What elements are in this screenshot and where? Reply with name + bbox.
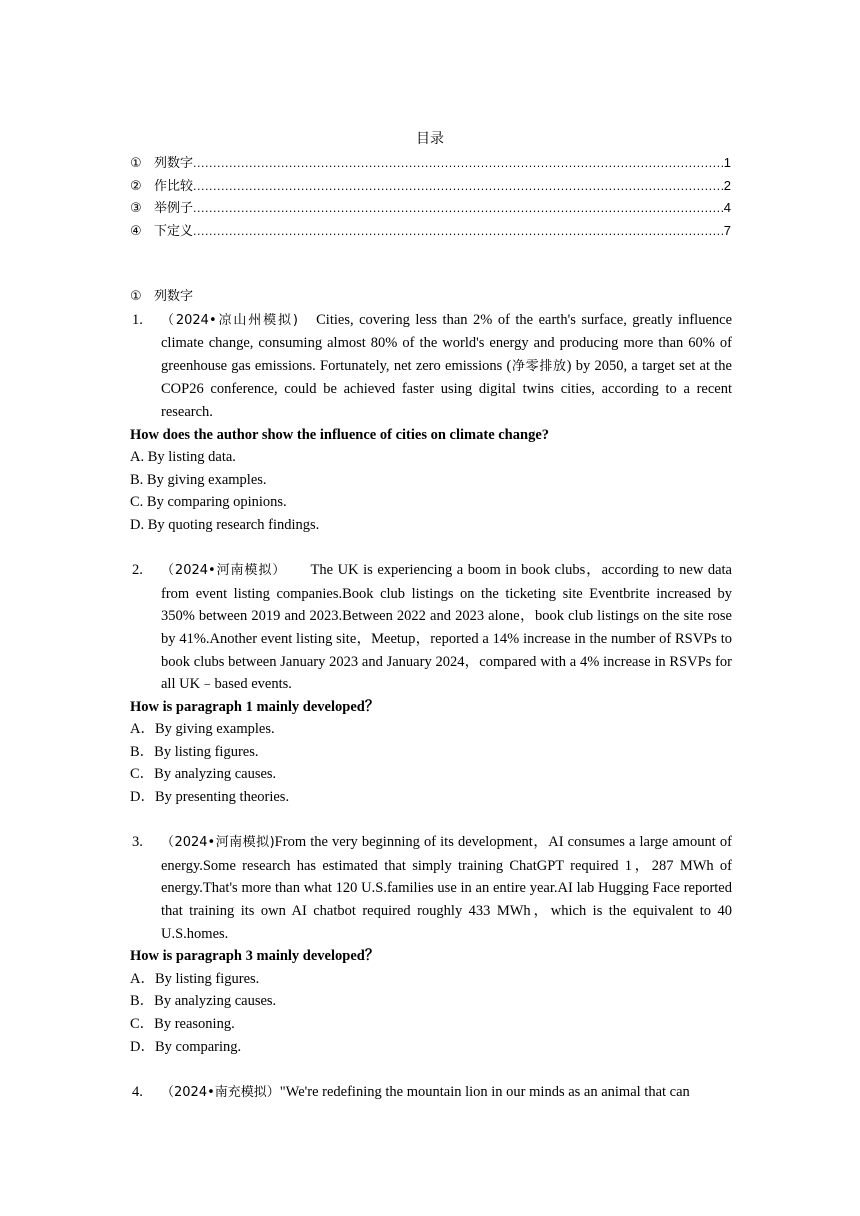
question-number: 1. [132,311,143,328]
toc-entry[interactable] [130,220,731,243]
toc-entry-number: ③ [130,201,142,217]
spacer [130,809,732,832]
toc-title: 目录 [416,131,444,147]
question-4 [130,1081,732,1105]
answer-option[interactable]: D．By presenting theories. [130,789,290,806]
question-source: （2024•南充模拟） [161,1084,280,1100]
spacer [130,1058,732,1081]
toc-leader-dots [193,202,723,215]
toc-leader-dots [193,157,723,170]
question-number: 4. [132,1083,143,1100]
toc-entry[interactable] [130,197,731,220]
answer-option[interactable]: D．By comparing. [130,1038,242,1055]
toc-entry[interactable] [130,175,731,198]
toc-entry-page: 4 [723,200,731,216]
question-source: （2024•河南模拟） [161,563,280,579]
toc-entry-page: 7 [723,223,731,239]
answer-option[interactable]: D. By quoting research findings. [130,516,320,533]
passage-text-continued: ) by 2050, a target set at the COP26 conference, could be achieved faster using digital twins cities, according to a recent research. [161,357,732,420]
passage-text: Cities, covering less than 2% of the earth's surface, greatly influence climate change, consuming almost 80% of the world's energy and producing more than 60% of greenhouse gas emissions. Fortunately, net zero emissions ( [161,311,732,374]
section-number: ① [130,289,142,304]
toc-entry-number: ④ [130,224,142,240]
answer-option[interactable]: A. By listing data. [130,449,236,466]
toc-entry-label: 作比较 [154,178,194,194]
table-of-contents [130,152,731,243]
toc-leader-dots [193,180,723,193]
question-passage [130,559,732,696]
answer-option[interactable]: C. By comparing opinions. [130,494,287,511]
toc-entry-number: ① [130,156,142,171]
question-3 [130,831,732,1058]
toc-leader-dots [193,225,723,238]
passage-text: "We're redefining the mountain lion in our minds as an animal that can [279,1083,690,1100]
answer-option[interactable]: A．By giving examples. [130,721,275,738]
question-stem: How is paragraph 3 mainly developed？ [130,948,380,965]
answer-option[interactable]: B．By listing figures. [130,743,259,760]
question-stem: How is paragraph 1 mainly developed？ [130,698,380,715]
question-source: （2024•凉山州模拟) [161,312,298,328]
question-passage [130,1081,732,1105]
passage-chinese-note: 净零排放 [511,358,567,374]
answer-option[interactable]: B. By giving examples. [130,471,267,488]
document-body [130,286,732,1104]
question-1 [130,309,732,537]
answer-option[interactable]: C．By analyzing causes. [130,766,277,783]
spacer [130,537,732,560]
question-number: 2. [132,562,143,579]
toc-entry-label: 下定义 [154,224,194,240]
question-number: 3. [132,834,143,851]
passage-text: The UK is experiencing a boom in book clubs，according to new data from event listing companies.Book club listings on the ticketing site Eventbrite increased by 350% between 2019 and 2023.Between 2022 and 2023 alone，book club listings on the site rose by 41%.Another event listing site，Meetup，reported a 14% increase in the number of RSVPs to book clubs between January 2023 and January 2024，compared with a 4% increase in RSVPs for all UK﹣based events. [161,562,732,693]
toc-entry-page: 2 [723,177,731,193]
section-heading [130,286,732,309]
toc-entry-page: 1 [723,155,731,170]
passage-text: From the very beginning of its development，AI consumes a large amount of energy.Some research has estimated that simply training ChatGPT required 1，287 MWh of energy.That's more than what 120 U.S.families use in an entire year.AI lab Hugging Face reported that training its own AI chatbot required roughly 433 MWh，which is the equivalent to 40 U.S.homes. [161,834,732,942]
toc-entry-number: ② [130,178,142,194]
toc-entry-label: 举例子 [154,201,194,217]
section-title: 列数字 [154,289,194,304]
question-2 [130,559,732,809]
answer-option[interactable]: C．By reasoning. [130,1016,235,1032]
question-passage [130,831,732,945]
answer-option[interactable]: B．By analyzing causes. [130,993,277,1010]
toc-entry-label: 列数字 [154,156,194,171]
toc-entry[interactable] [130,152,731,175]
question-source: （2024•河南模拟) [161,835,275,851]
question-passage [130,309,732,424]
answer-option[interactable]: A．By listing figures. [130,970,260,987]
question-stem: How does the author show the influence of cities on climate change? [130,426,549,443]
